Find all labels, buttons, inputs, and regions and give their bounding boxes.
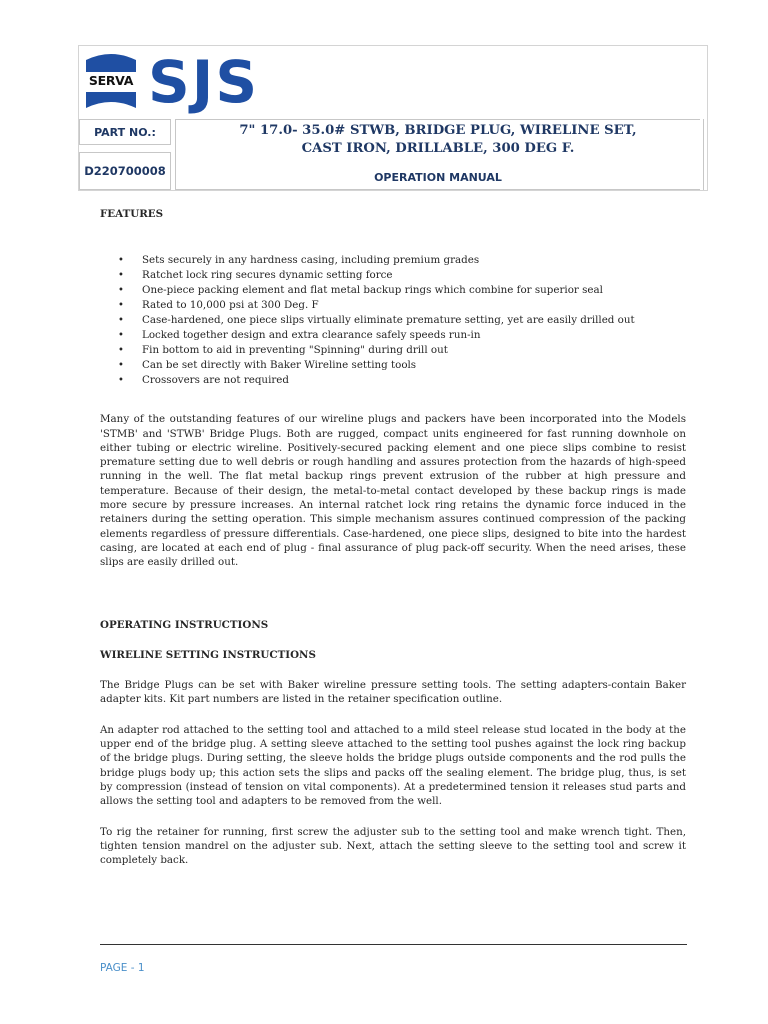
bullet-icon: • [118,375,124,387]
manual-label: OPERATION MANUAL [374,171,502,184]
bullet-icon: • [118,285,124,297]
part-number: D220700008 [79,152,171,190]
list-item: • Sets securely in any hardness casing, including premium grades [118,254,480,267]
bullet-icon: • [118,330,124,342]
footer-divider [100,944,687,945]
setting-tools-paragraph: The Bridge Plugs can be set with Baker wireline pressure setting tools. The setting adapters-contain Baker adapter kits. Kit part numbers are listed in the retainer specification outline. [100,679,686,706]
serva-logo-text: SERVA [88,73,134,88]
document-body [100,207,686,867]
list-item: • Rated to 10,000 psi at 300 Deg. F [118,299,319,312]
brand-name: SJS [148,48,260,116]
list-item: • Locked together design and extra clearance safely speeds run-in [118,329,481,342]
bullet-icon: • [118,300,124,312]
part-no-label: PART NO.: [79,119,171,145]
document-title-line-1: 7" 17.0- 35.0# STWB, BRIDGE PLUG, WIRELINE SET, [239,123,637,138]
list-item: • Can be set directly with Baker Wireline setting tools [118,359,417,372]
adapter-rod-paragraph: An adapter rod attached to the setting tool and attached to a mild steel release stud located in the body at the upper end of the bridge plug. A setting sleeve attached to the setting tool pushes against the lock ring backup of the bridge plugs. During setting, the sleeve holds the bridge plugs outside components and the rod pulls the bridge plugs body up; this action sets the slips and packs off the sealing element. The bridge plug, thus, is set by compression (instead of tension on vital components). At a predetermined tension it releases stud parts and allows the setting tool and adapters to be removed from the well. [100,723,686,808]
bullet-icon: • [118,315,124,327]
features-heading: FEATURES [100,208,164,220]
document-title-line-2: CAST IRON, DRILLABLE, 300 DEG F. [301,141,575,156]
list-item: • Ratchet lock ring secures dynamic setting force [118,269,393,282]
features-list [100,253,686,388]
bullet-icon: • [118,255,124,267]
bullet-icon: • [118,360,124,372]
operating-instructions-heading: OPERATING INSTRUCTIONS [100,618,269,631]
list-item: • One-piece packing element and flat metal backup rings which combine for superior seal [118,284,603,297]
bullet-icon: • [118,270,124,282]
rigging-paragraph: To rig the retainer for running, first screw the adjuster sub to the setting tool and make wrench tight. Then, tighten tension mandrel on the adjuster sub. Next, attach the setting sleeve to the setting tool and screw it completely back. [100,825,686,867]
document-title-cell [175,119,700,190]
wireline-setting-heading: WIRELINE SETTING INSTRUCTIONS [100,648,316,661]
list-item: • Fin bottom to aid in preventing "Spinning" during drill out [118,344,448,357]
bullet-icon: • [118,345,124,357]
list-item: • Crossovers are not required [118,374,289,387]
list-item: • Case-hardened, one piece slips virtually eliminate premature setting, yet are easily drilled out [118,314,635,327]
features-description: Many of the outstanding features of our wireline plugs and packers have been incorporated into the Models 'STMB' and 'STWB' Bridge Plugs. Both are rugged, compact units engineered for fast running downhole on either tubing or electric wireline. Positively-secured packing element and one piece slips combine to resist premature setting due to well debris or rough handling and assures protection from the hazards of high-speed running in the well. The flat metal backup rings prevent extrusion of the rubber at high pressure and temperature. Because of their design, the metal-to-metal contact developed by these backup rings is made more secure by pressure increases. An internal ratchet lock ring retains the dynamic force induced in the retainers during the setting operation. This simple mechanism assures continued compression of the packing elements regardless of pressure differentials. Case-hardened, one piece slips, designed to bite into the hardest casing, are located at each end of plug - final assurance of plug pack-off security. When the need arises, these slips are easily drilled out. [100,413,686,569]
page-number: PAGE - 1 [100,962,145,974]
header-divider [703,119,704,190]
